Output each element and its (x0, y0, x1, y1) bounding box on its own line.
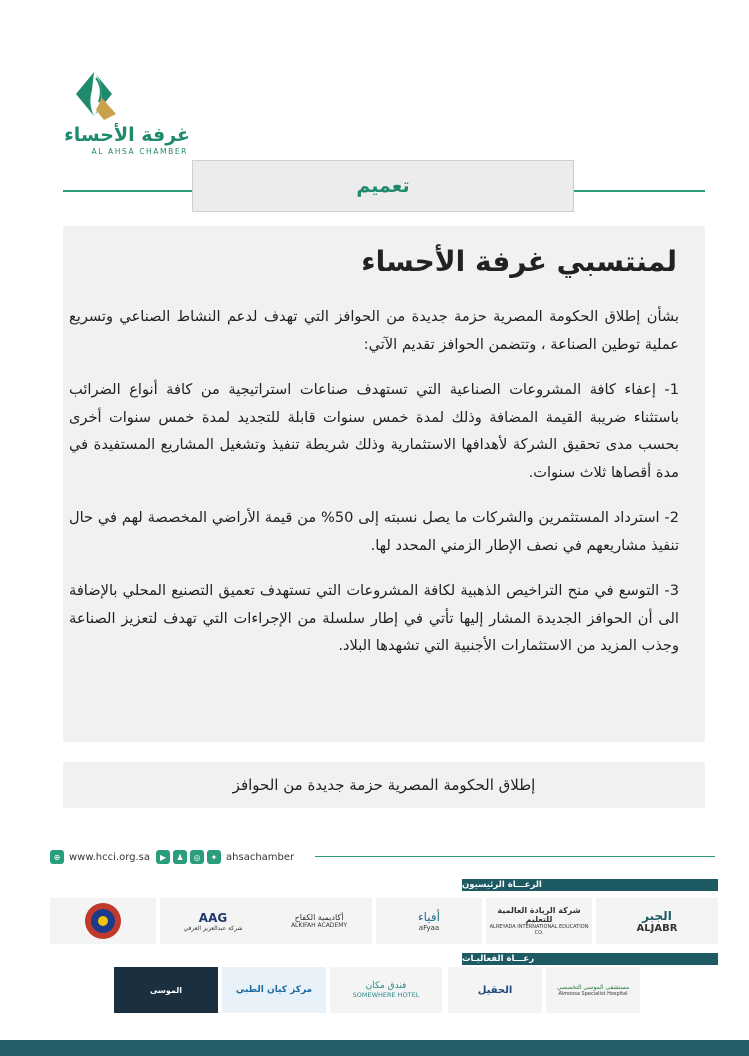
instagram-icon[interactable]: ◎ (190, 850, 204, 864)
incentive-1: 1- إعفاء كافة المشروعات الصناعية التي تستهدف صناعات استراتيجية من كافة أنواع الضرائب باستثناء ضريبة القيمة المضافة وذلك لمدة خمس سنوات قابلة للتجديد لمدة خمس سنوات أخرى بحسب مدى تحقيق الشركة لأهدافها الاستثمارية وذلك شريطة تنفيذ وتشغيل المشاريع المستفيدة في مدة أقصاها ثلاث سنوات. (69, 381, 679, 481)
sponsor-sub: ALKIFAH ACADEMY (290, 922, 348, 929)
sponsor-alkifah (266, 898, 372, 944)
sponsor-sub: SOMEWHERE HOTEL (352, 991, 420, 999)
sponsor-sub: aFyaa (418, 924, 440, 932)
logo-arabic-name: غرفة الأحساء (64, 124, 190, 146)
website-link[interactable]: www.hcci.org.sa (69, 851, 151, 863)
title-divider-left (63, 190, 193, 192)
sponsor-emblem-icon (83, 901, 123, 941)
sponsor-sub: ALJABR (636, 922, 678, 934)
page-heading: لمنتسبي غرفة الأحساء (361, 245, 677, 278)
sponsor-aljabr (596, 898, 718, 944)
sponsor-afyaa (376, 898, 482, 944)
social-handle[interactable]: ahsachamber (226, 851, 295, 863)
incentive-2: 2- استرداد المستثمرين والشركات ما يصل نسبته إلى 50% من قيمة الأراضي المخصصة لهم في حال تنفيذ مشاريعهم في نصف الإطار الزمني المحدد لها. (69, 509, 679, 554)
contact-divider (315, 856, 715, 857)
sponsor-kayan-medical (222, 967, 326, 1013)
intro-paragraph: بشأن إطلاق الحكومة المصرية حزمة جديدة من الحوافز التي تهدف لدعم النشاط الصناعي وتسريع عملية توطين الصناعة ، وتتضمن الحوافز تقديم الآتي: (69, 308, 679, 353)
globe-icon: ⊕ (50, 850, 64, 864)
sponsor-name: فندق مكان (365, 981, 407, 991)
circular-title: تعميم (192, 160, 574, 212)
title-divider-right (573, 190, 705, 192)
sponsor-alreyada (486, 898, 592, 944)
sponsor-sub: ALREYADA INTERNATIONAL EDUCATION CO. (489, 924, 589, 936)
body-text (69, 303, 679, 678)
al-ahsa-chamber-logo-icon (66, 64, 122, 124)
sponsor-name: الجبر (642, 908, 672, 923)
sponsor-name: شركة الريادة العالمية للتعليم (497, 906, 581, 924)
sponsor-alhuqail (448, 967, 542, 1013)
sponsor-name: مركز كيان الطبي (235, 985, 313, 995)
logo-english-name: AL AHSA CHAMBER (91, 147, 188, 156)
footer-bar (0, 1040, 749, 1056)
sponsor-name: مستشفى الموسى التخصصي (556, 983, 630, 991)
sponsor-almoosa (546, 967, 640, 1013)
sponsor-name: الحقيل (477, 984, 513, 996)
contact-bar (50, 848, 300, 866)
sponsor-sub: Almoosa Specialist Hospital (558, 990, 628, 997)
twitter-icon[interactable]: ✦ (207, 850, 221, 864)
sponsor-somewhere-hotel (330, 967, 442, 1013)
youtube-icon[interactable]: ▶ (156, 850, 170, 864)
sponsor-name: أكاديمية الكفاح (294, 913, 344, 922)
incentive-3: 3- التوسع في منح التراخيص الذهبية لكافة المشروعات التي تستهدف تعميق التصنيع المحلي بالإضافة الى أن الحوافز الجديدة المشار إليها تأتي في إطار سلسلة من الإجراءات التي تهدف لتعزيز الصناعة وجذب المزيد من الاستثمارات الأجنبية التي تشهدها البلاد. (69, 582, 679, 654)
sponsor-name: AAG (198, 910, 228, 925)
event-sponsors-ribbon: رعـــاة الفعاليـات (462, 953, 718, 965)
sponsor-almoosa-group (114, 967, 218, 1013)
caption-box: إطلاق الحكومة المصرية حزمة جديدة من الحوافز (63, 762, 705, 808)
sponsor-emblem (50, 898, 156, 944)
sponsor-aag (160, 898, 266, 944)
snapchat-icon[interactable]: ♟ (173, 850, 187, 864)
sponsor-sub: شركة عبدالعزيز العرفي (183, 924, 243, 932)
main-sponsors-ribbon: الرعـــاة الرئيسيون (462, 879, 718, 891)
sponsor-name: الموسى (149, 985, 183, 995)
sponsor-name: أفياء (418, 910, 440, 924)
